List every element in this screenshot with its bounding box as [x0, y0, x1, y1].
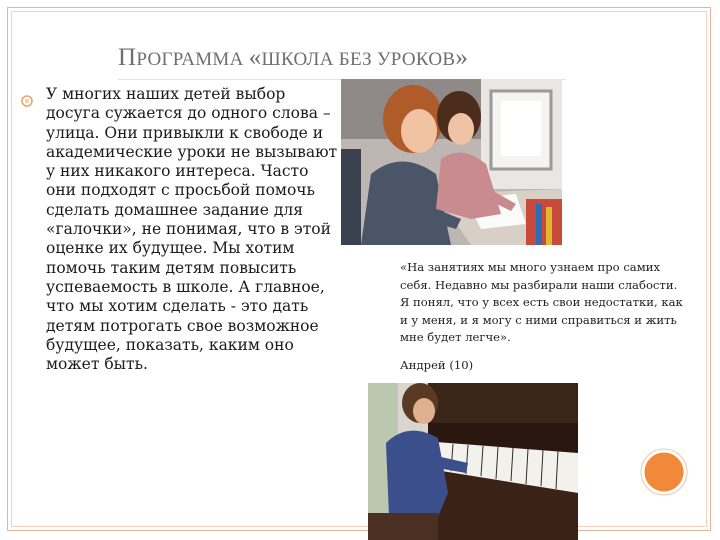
photo-girls-at-computer — [341, 79, 562, 245]
body-text: У многих наших детей выбор досуга сужается до одного слова – улица. Они привыкли к свободе и академические уроки не вызывают у них никакого интереса. Часто они подходят с просьбой помочь сделать домашнее задание для «галочки», не понимая, что в этой оценке их будущее. Мы хотим помочь таким детям повысить успеваемость в школе. А главное, что мы хотим сделать - это дать детям потрогать свое возможное будущее, показать, каким оно может быть. — [46, 85, 338, 374]
title-part: « — [248, 44, 262, 71]
title-part: РОГРАММА — [136, 49, 249, 70]
title-part: П — [118, 44, 137, 71]
title-part: ШКОЛА БЕЗ УРОКОВ — [261, 49, 456, 70]
photo-boy-at-piano — [368, 383, 578, 540]
slide-title — [118, 44, 678, 72]
testimonial-author: Андрей (10) — [400, 358, 474, 372]
testimonial-quote: «На занятиях мы много узнаем про самих себя. Недавно мы разбирали наши слабости. Я понял, что у всех есть свои недостатки, как и у меня, и я могу с ними справиться и жить мне будет легче». — [400, 260, 683, 345]
decorative-circle-icon — [640, 448, 688, 496]
title-part: » — [455, 44, 469, 71]
bullet-icon — [20, 94, 34, 108]
